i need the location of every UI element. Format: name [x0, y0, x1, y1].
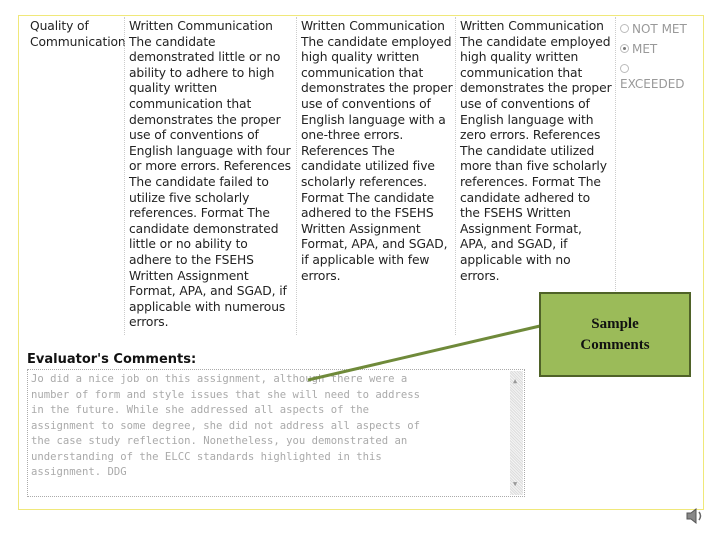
level-met-description: Written Communication The candidate employed high quality written communication that demonstrates the proper use of conventions of English language with a one-three errors. References The candidate utilized five scholarly references. Format The candidate adhered to the FSEHS Written Assignment Format, APA, and SGAD, if applicable with few errors. [301, 19, 453, 283]
level-not-met-description: Written Communication The candidate demonstrated little or no ability to adhere to high quality written communication that demonstrates the proper use of conventions of English language with four or more errors. References The candidate failed to utilize five scholarly references. Format The candidate demonstrated little or no ability to adhere to the FSEHS Written Assignment Format, APA, and SGAD, if applicable with numerous errors. [129, 19, 291, 330]
radio-met[interactable]: MET [620, 42, 687, 57]
criterion-label: Quality of Communication [30, 19, 126, 49]
radio-exceeded[interactable]: EXCEEDED [620, 62, 687, 92]
speaker-icon[interactable] [684, 505, 706, 531]
comments-text: Jo did a nice job on this assignment, although there were a number of form and style issues that she will need to address in the future. While she addressed all aspects of the assignment to some degree, she did not address all aspects of the case study reflection. Nonetheless, you demonstrated an understanding of the ELCC standards highlighted in this assignment. DDG [31, 373, 421, 478]
callout-text: Sample Comments [580, 315, 650, 353]
arrow-line [308, 326, 540, 380]
level-exceeded-description: Written Communication The candidate employed high quality written communication that demonstrates the proper use of conventions of English language with zero errors. References The candidate utilized more than five scholarly references. Format The candidate adhered to the FSEHS Written Assignment Format, APA, and SGAD, if applicable with no errors. [460, 19, 612, 283]
sample-comments-callout [539, 292, 691, 377]
radio-not-met[interactable]: NOT MET [620, 22, 687, 37]
scroll-up-icon[interactable]: ▲ [513, 377, 518, 385]
scroll-down-icon[interactable]: ▼ [513, 479, 518, 488]
evaluator-comments-label: Evaluator's Comments: [27, 352, 197, 367]
